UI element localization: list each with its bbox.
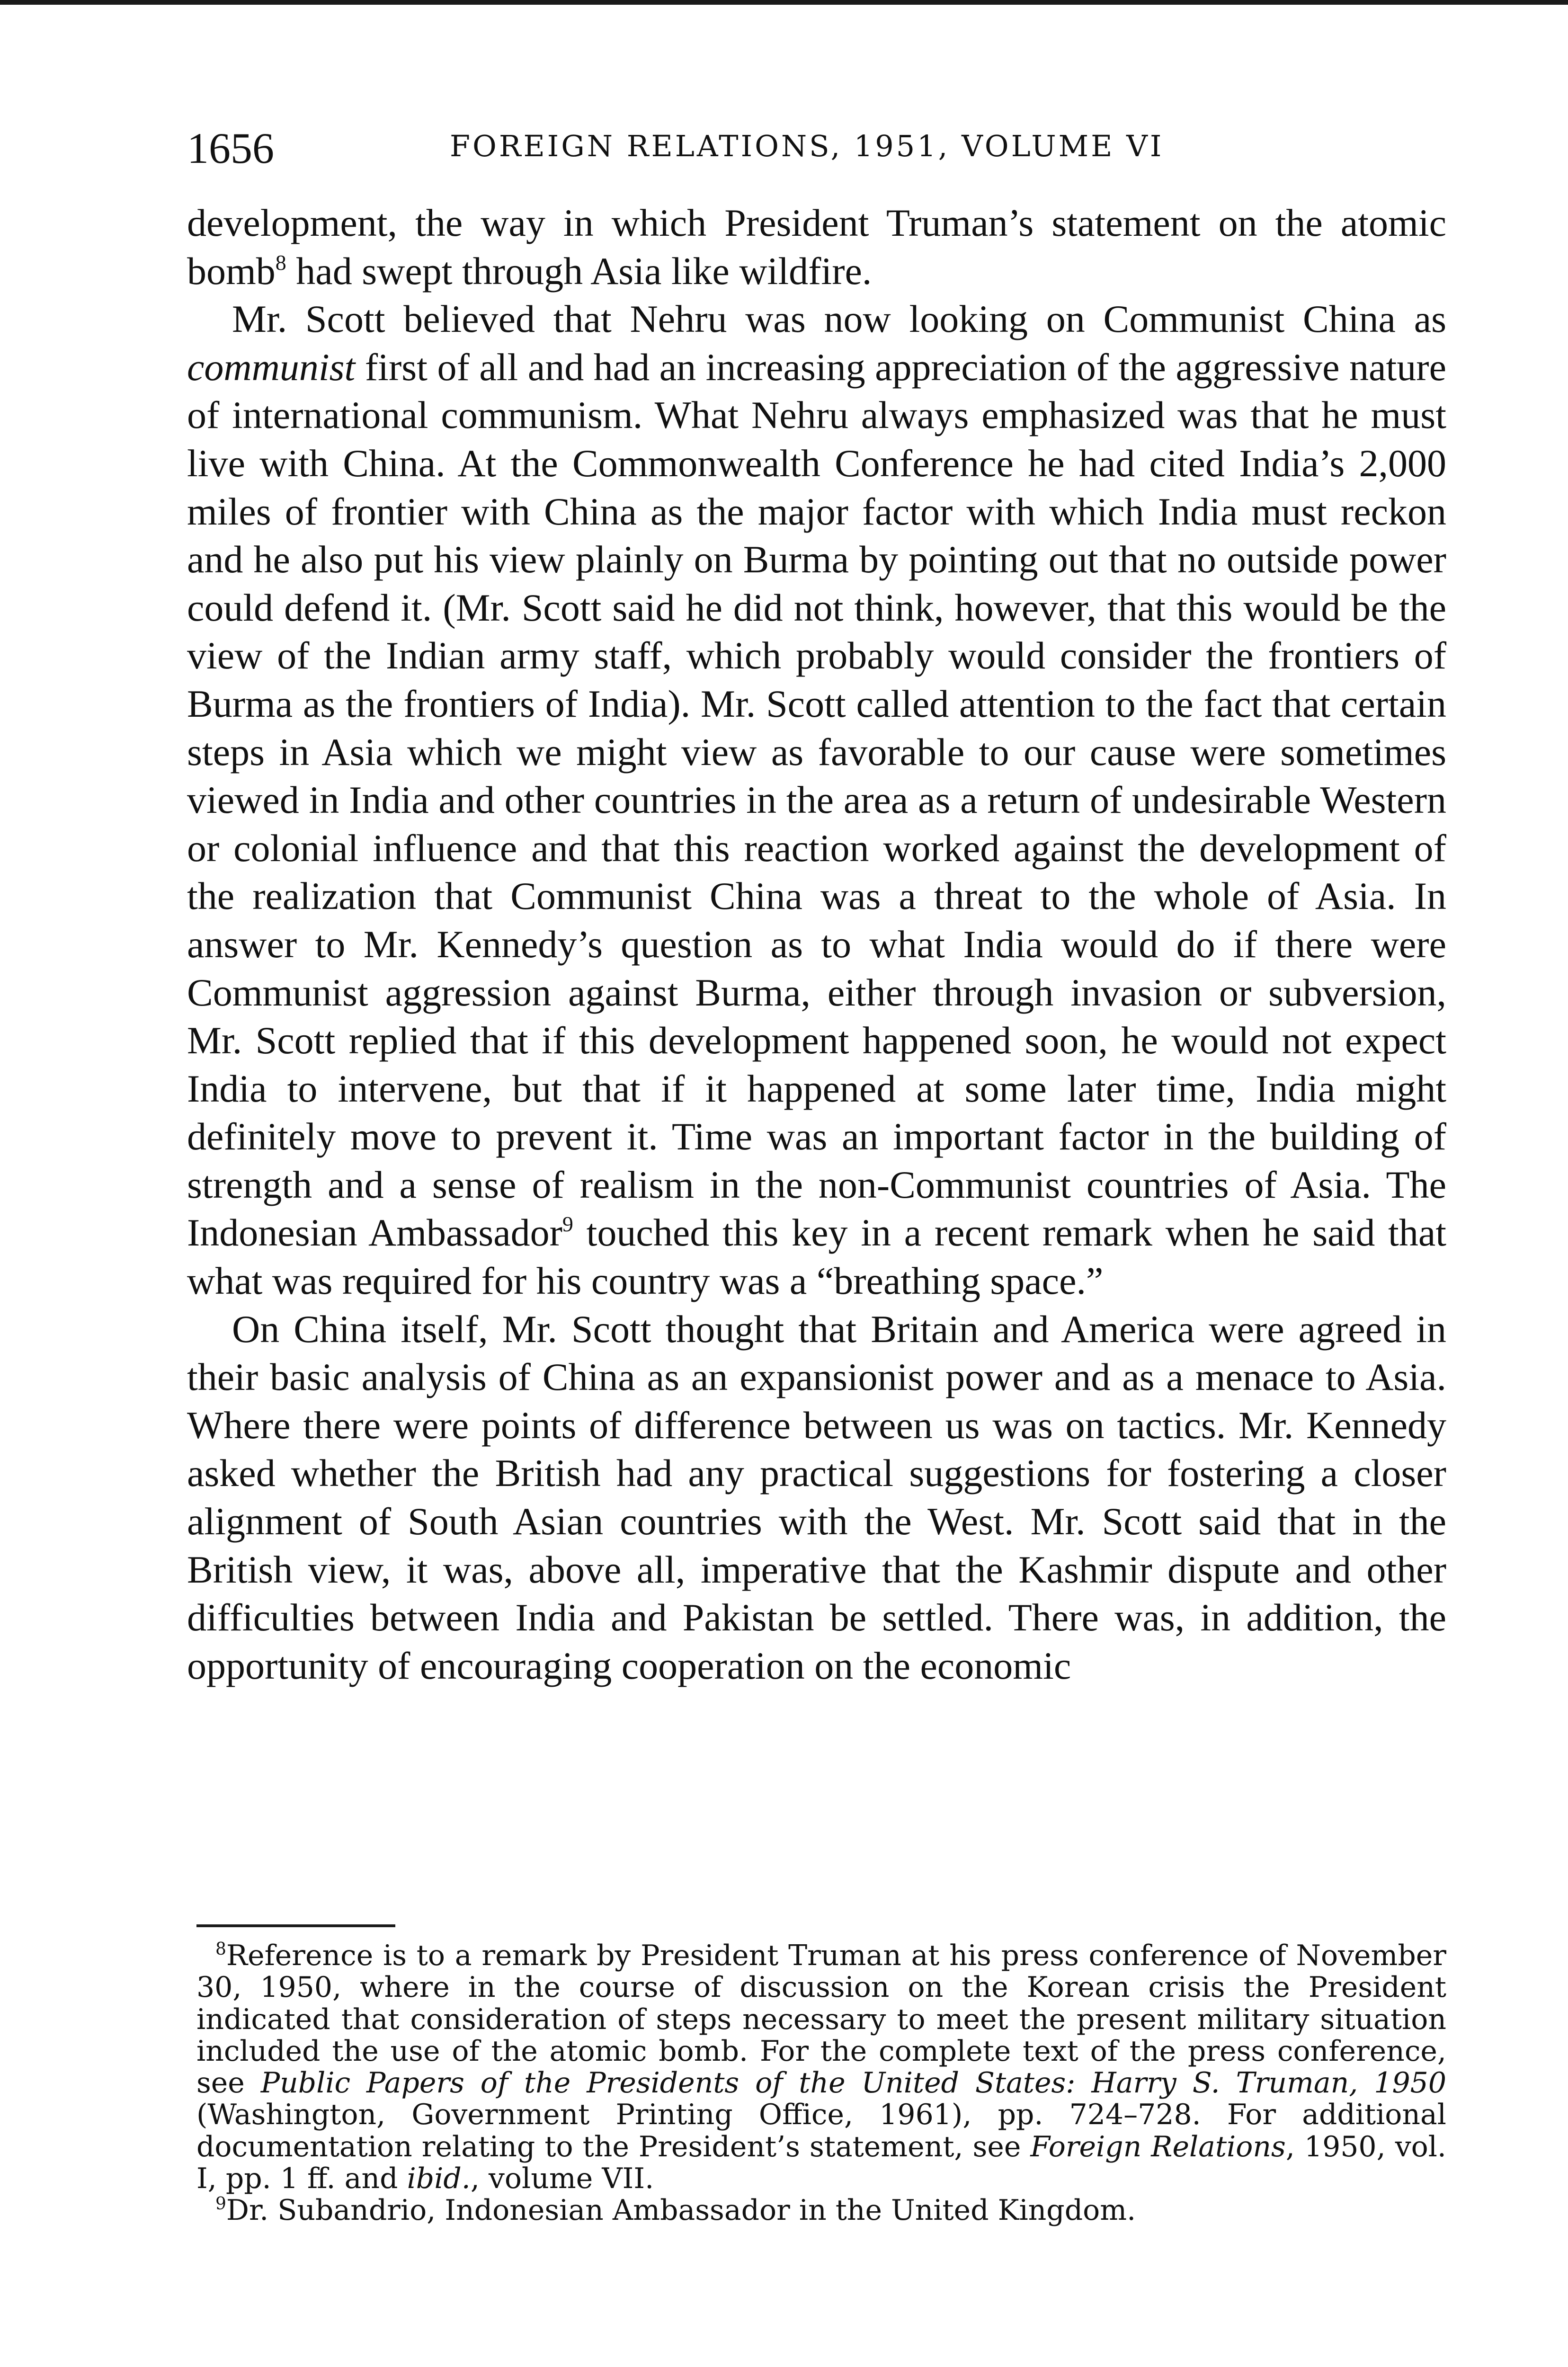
- footnote-8-text-b: (Washington, Government Printing Office, 1961), pp. 724–728. For additional documentation relating to the President’s statement, see: [196, 2098, 1446, 2163]
- footnote-divider: [196, 1924, 395, 1927]
- footnote-ref-9[interactable]: 9: [562, 1212, 573, 1237]
- footnote-8-title-public-papers: Public Papers of the Presidents of the United States: Harry S. Truman, 1950: [260, 2066, 1446, 2100]
- paragraph-2: [187, 295, 1446, 1305]
- footnote-ref-8[interactable]: 8: [275, 250, 286, 275]
- footnote-9: [196, 2195, 1446, 2226]
- footnote-8-title-foreign-relations: Foreign Relations: [1030, 2130, 1286, 2163]
- footnote-9-marker: 9: [215, 2194, 226, 2214]
- footnote-8-text-c: , 1950, vol. I, pp. 1 ff. and: [196, 2130, 1446, 2196]
- footnote-9-text: Dr. Subandrio, Indonesian Ambassador in the United Kingdom.: [226, 2194, 1136, 2227]
- page-header: [187, 118, 1446, 170]
- footnotes: [196, 1940, 1446, 2227]
- paragraph-2-emphasis: communist: [187, 345, 356, 389]
- footnote-8-text-a: Reference is to a remark by President Truman at his press conference of November 30, 1950, where in the course of discussion on the Korean crisis the President indicated that consideration of steps necessary to meet the present military situation included the use of the atomic bomb. For the complete text of the press conference, see: [196, 1939, 1446, 2100]
- footnote-8-marker: 8: [215, 1940, 226, 1959]
- footnote-8-ibid: ibid.: [407, 2162, 471, 2196]
- footnote-8: [196, 1940, 1446, 2195]
- paragraph-2-text-a: Mr. Scott believed that Nehru was now looking on Communist China as: [232, 297, 1446, 341]
- running-head: FOREIGN RELATIONS, 1951, VOLUME VI: [450, 129, 1164, 163]
- paragraph-1-text-b: had swept through Asia like wildfire.: [286, 249, 872, 293]
- paragraph-2-text-b: first of all and had an increasing appreciation of the aggressive nature of international communism. What Nehru always emphasized was that he must live with China. At the Commonwealth Conference he had cited India’s 2,000 miles of frontier with China as the major factor with which India must reckon and he also put his view plainly on Burma by pointing out that no outside power could defend it. (Mr. Scott said he did not think, however, that this would be the view of the Indian army staff, which probably would consider the frontiers of Burma as the frontiers of India). Mr. Scott called attention to the fact that certain steps in Asia which we might view as favorable to our cause were sometimes viewed in India and other countries in the area as a return of undesirable Western or colonial influence and that this reaction worked against the development of the realization that Communist China was a threat to the whole of Asia. In answer to Mr. Kennedy’s question as to what India would do if there were Communist aggression against Burma, either through invasion or subversion, Mr. Scott replied that if this development happened soon, he would not expect India to intervene, but that if it happened at some later time, India might definitely move to prevent it. Time was an important factor in the building of strength and a sense of realism in the non-Communist countries of Asia. The Indonesian Ambassador: [187, 345, 1446, 1255]
- body-text: [187, 199, 1446, 1690]
- paragraph-2-text-c: touched this key in a recent remark when he said that what was required for his country was a “breathing space.”: [187, 1211, 1446, 1303]
- footnote-8-text-d: , volume VII.: [470, 2162, 654, 2196]
- paragraph-1-text-a: development, the way in which President Truman’s statement on the atomic bomb: [187, 201, 1446, 293]
- paragraph-3: On China itself, Mr. Scott thought that Britain and America were agreed in their basic analysis of China as an expansionist power and as a menace to Asia. Where there were points of difference between us was on tactics. Mr. Kennedy asked whether the British had any practical suggestions for fostering a closer alignment of South Asian countries with the West. Mr. Scott said that in the British view, it was, above all, imperative that the Kashmir dispute and other difficulties between India and Pakistan be settled. There was, in addition, the opportunity of encouraging cooperation on the economic: [187, 1307, 1446, 1687]
- page-number: 1656: [187, 124, 274, 172]
- top-edge-rule: [0, 0, 1568, 5]
- paragraph-1: [187, 199, 1446, 295]
